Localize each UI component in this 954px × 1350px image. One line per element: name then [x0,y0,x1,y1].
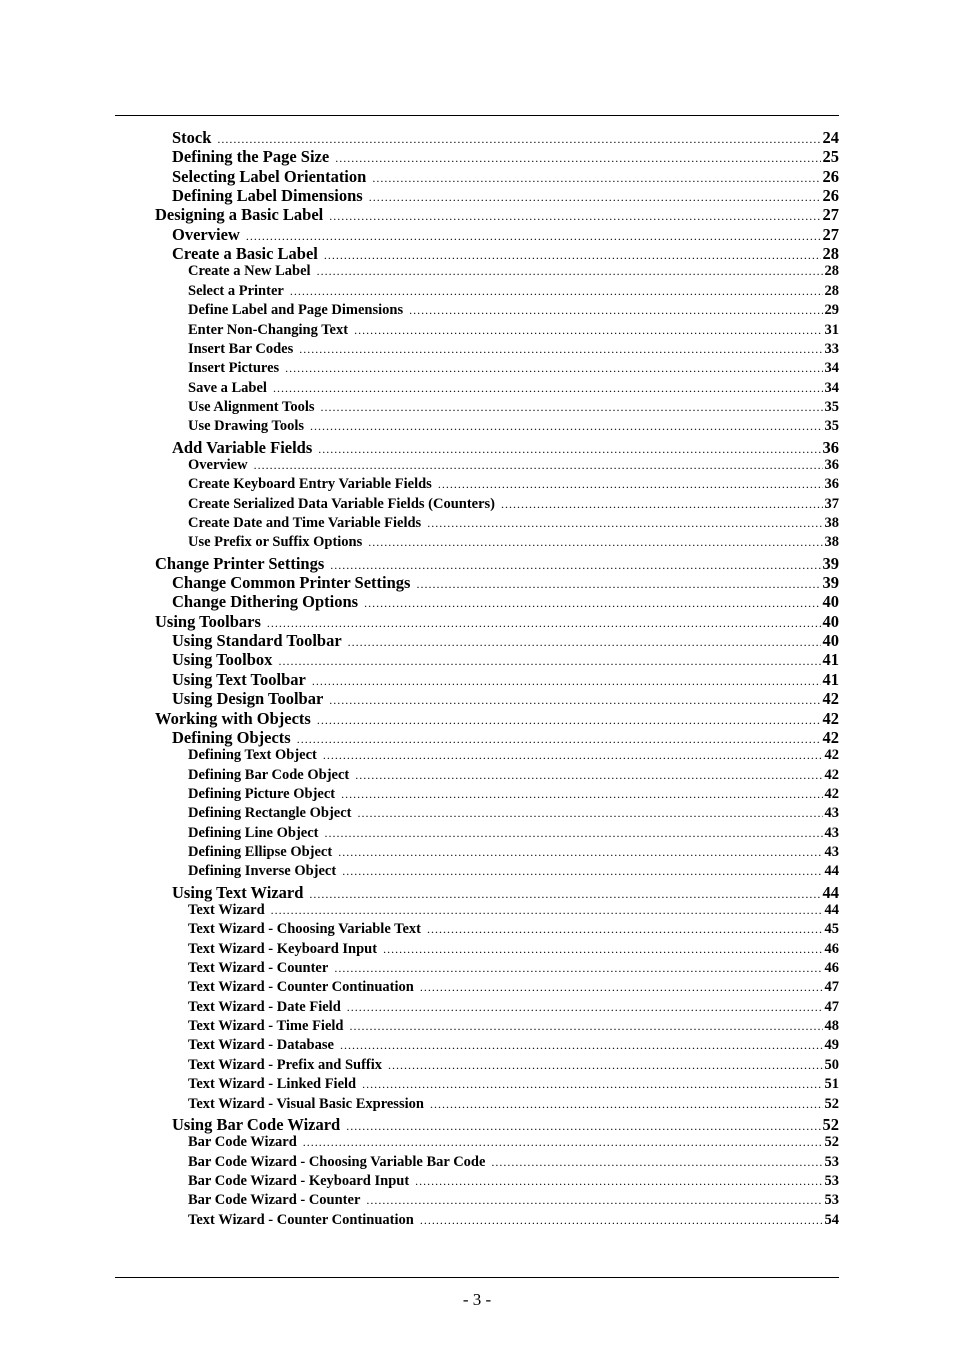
toc-dot-leader [349,1019,822,1034]
toc-entry[interactable] [155,554,839,574]
toc-dot-leader [329,209,820,224]
toc-entry[interactable] [188,1154,839,1171]
toc-entry-title: Create Keyboard Entry Variable Fields [188,476,432,493]
toc-entry-page: 38 [824,515,839,531]
toc-dot-leader [246,229,821,244]
toc-dot-leader [312,674,821,689]
toc-entry[interactable] [172,650,839,670]
toc-entry[interactable] [188,941,839,958]
toc-entry-page: 42 [822,689,839,709]
toc-entry[interactable] [188,476,839,493]
toc-entry-page: 49 [824,1037,839,1054]
toc-dot-leader [420,1213,823,1228]
toc-entry-page: 28 [824,263,839,280]
toc-dot-leader [348,635,821,650]
toc-entry-page: 35 [824,398,839,415]
toc-entry-page: 40 [822,631,839,651]
toc-entry-title: Overview [172,224,240,244]
toc-dot-leader [501,497,822,512]
toc-entry-title: Create Date and Time Variable Fields [188,515,422,531]
toc-entry-page: 52 [824,1134,839,1151]
toc-dot-leader [388,1058,822,1073]
toc-dot-leader [420,980,823,995]
toc-entry[interactable] [188,496,839,513]
toc-entry-page: 27 [822,205,839,225]
toc-entry[interactable] [172,883,839,903]
toc-entry[interactable] [188,825,839,842]
toc-entry[interactable] [188,999,839,1016]
toc-dot-leader [325,826,823,841]
toc-entry[interactable] [172,225,839,245]
toc-entry-page: 48 [824,1018,839,1035]
toc-entry-title: Defining Bar Code Object [188,766,350,783]
toc-entry-title: Using Text Toolbar [172,669,306,689]
toc-entry-title: Selecting Label Orientation [172,166,367,186]
toc-entry[interactable] [188,1173,839,1190]
toc-entry-title: Working with Objects [155,708,311,728]
toc-entry[interactable] [172,438,839,458]
toc-dot-leader [427,516,822,531]
toc-entry-title: Defining Text Object [188,747,317,764]
toc-entry-page: 42 [824,785,839,802]
toc-dot-leader [338,845,822,860]
toc-entry-title: Text Wizard - Time Field [188,1018,344,1035]
toc-dot-leader [278,654,820,669]
toc-entry-page: 43 [824,805,839,822]
toc-entry[interactable] [172,128,839,148]
toc-entry-title: Using Toolbox [172,650,273,670]
toc-entry[interactable] [188,960,839,977]
toc-entry[interactable] [188,418,839,435]
toc-dot-leader [364,596,820,611]
page-number: - 3 - [462,1290,492,1309]
toc-dot-leader [285,361,822,376]
toc-entry-title: Bar Code Wizard - Keyboard Input [188,1172,410,1189]
toc-entry-title: Use Drawing Tools [188,418,305,435]
toc-entry-page: 41 [822,650,839,670]
toc-entry-title: Text Wizard - Counter Continuation [188,1211,414,1228]
toc-entry-title: Text Wizard - Visual Basic Expression [188,1095,424,1112]
toc-entry-title: Text Wizard - Counter [188,960,329,977]
toc-dot-leader [297,732,821,747]
toc-entry[interactable] [188,341,839,358]
toc-entry[interactable] [188,805,839,822]
toc-entry-page: 47 [824,998,839,1015]
toc-entry-title: Text Wizard - Choosing Variable Text [188,921,421,938]
toc-entry-page: 28 [822,244,839,264]
toc-entry-page: 51 [824,1076,839,1093]
toc-dot-leader [409,303,822,318]
toc-entry-title: Save a Label [188,379,267,396]
toc-entry-title: Using Toolbars [155,611,261,631]
toc-dot-leader [383,942,822,957]
toc-entry-page: 47 [824,979,839,996]
toc-dot-leader [369,190,821,205]
toc-entry-page: 36 [822,437,839,457]
toc-entry[interactable] [188,1018,839,1035]
toc-entry-page: 36 [824,456,839,473]
toc-dot-leader [342,864,822,879]
toc-entry-title: Text Wizard - Counter Continuation [188,979,414,996]
toc-entry[interactable] [188,360,839,377]
toc-entry-page: 46 [824,960,839,977]
toc-entry-page: 25 [822,147,839,167]
toc-entry-title: Add Variable Fields [172,437,313,457]
toc-dot-leader [366,1193,822,1208]
toc-entry-title: Create a New Label [188,263,311,280]
toc-entry-page: 53 [824,1192,839,1209]
toc-dot-leader [438,477,823,492]
toc-entry[interactable] [188,380,839,397]
toc-entry[interactable] [188,399,839,416]
toc-entry-title: Create Serialized Data Variable Fields (Counters) [188,495,496,512]
toc-dot-leader [330,558,820,573]
toc-dot-leader [340,1038,823,1053]
toc-dot-leader [416,577,820,592]
toc-dot-leader [299,342,822,357]
toc-dot-leader [362,1077,822,1092]
toc-entry-title: Select a Printer [188,282,284,299]
toc-dot-leader [273,381,823,396]
toc-entry-title: Using Bar Code Wizard [172,1114,341,1134]
toc-entry[interactable] [188,979,839,996]
toc-entry-title: Defining Rectangle Object [188,805,352,822]
toc-entry[interactable] [172,244,839,264]
toc-entry[interactable] [188,1037,839,1054]
toc-entry[interactable] [188,263,839,280]
toc-entry-title: Use Alignment Tools [188,398,315,415]
toc-entry-page: 39 [822,553,839,573]
toc-dot-leader [323,748,823,763]
toc-dot-leader [334,961,822,976]
toc-entry-title: Designing a Basic Label [155,205,324,225]
toc-dot-leader [427,922,823,937]
toc-entry-page: 28 [824,282,839,299]
toc-entry[interactable] [188,1057,839,1074]
toc-entry-title: Defining Line Object [188,824,319,841]
toc-entry[interactable] [188,902,839,919]
toc-entry-title: Text Wizard - Prefix and Suffix [188,1056,383,1073]
toc-entry-page: 44 [822,882,839,902]
toc-entry[interactable] [188,1212,839,1229]
toc-entry[interactable] [172,167,839,187]
toc-entry-title: Defining Inverse Object [188,863,337,880]
toc-dot-leader [271,903,823,918]
toc-entry-page: 41 [822,669,839,689]
toc-entry-page: 53 [824,1172,839,1189]
toc-entry-page: 33 [824,340,839,357]
toc-entry-page: 27 [822,224,839,244]
toc-entry-page: 39 [822,573,839,593]
toc-entry-title: Defining Ellipse Object [188,843,333,860]
toc-entry-title: Bar Code Wizard - Counter [188,1192,361,1209]
toc-entry-title: Stock [172,128,212,147]
toc-entry[interactable] [188,844,839,861]
toc-entry[interactable] [188,534,839,551]
toc-entry[interactable] [188,747,839,764]
toc-dot-leader [358,806,823,821]
toc-entry-page: 31 [824,321,839,338]
toc-entry-title: Defining the Page Size [172,147,330,167]
toc-entry-page: 36 [824,476,839,493]
toc-dot-leader [321,400,823,415]
toc-entry-page: 42 [824,766,839,783]
toc-entry-title: Text Wizard - Database [188,1037,334,1054]
toc-entry-title: Define Label and Page Dimensions [188,302,404,319]
toc-entry[interactable] [188,1192,839,1209]
toc-dot-leader [372,171,820,186]
toc-entry-page: 53 [824,1153,839,1170]
toc-dot-leader [303,1135,823,1150]
toc-entry[interactable] [172,1115,839,1135]
toc-entry[interactable] [172,147,839,167]
toc-entry-title: Defining Label Dimensions [172,186,363,206]
footer-rule [115,1277,839,1278]
toc-entry-title: Text Wizard - Keyboard Input [188,940,378,957]
toc-dot-leader [324,248,821,263]
toc-entry-page: 54 [824,1211,839,1228]
toc-entry-page: 50 [824,1056,839,1073]
toc-entry-page: 40 [822,611,839,631]
toc-entry[interactable] [172,670,839,690]
toc-entry-page: 44 [824,902,839,918]
toc-entry-title: Change Common Printer Settings [172,573,411,593]
toc-entry-title: Bar Code Wizard - Choosing Variable Bar Code [188,1153,486,1170]
toc-dot-leader [346,1119,820,1134]
toc-entry-page: 26 [822,166,839,186]
toc-entry-page: 43 [824,843,839,860]
toc-entry-title: Using Design Toolbar [172,689,324,709]
toc-entry-title: Use Prefix or Suffix Options [188,534,363,551]
toc-entry[interactable] [188,283,839,300]
toc-dot-leader [354,323,822,338]
toc-dot-leader [491,1155,822,1170]
toc-dot-leader [318,442,820,457]
toc-dot-leader [341,787,822,802]
toc-entry[interactable] [188,1076,839,1093]
toc-dot-leader [415,1174,822,1189]
toc-entry[interactable] [188,302,839,319]
toc-entry-title: Text Wizard [188,902,265,918]
toc-entry-title: Change Printer Settings [155,553,325,573]
toc-entry[interactable] [188,786,839,803]
toc-entry-title: Using Text Wizard [172,882,304,902]
toc-entry-title: Insert Pictures [188,360,280,377]
toc-entry-title: Defining Objects [172,727,291,747]
toc-entry[interactable] [188,457,839,474]
toc-entry-title: Create a Basic Label [172,244,318,264]
toc-dot-leader [347,1000,823,1015]
toc-dot-leader [254,458,823,473]
toc-entry-page: 35 [824,418,839,435]
toc-dot-leader [430,1097,823,1112]
toc-entry[interactable] [172,186,839,206]
toc-entry-page: 44 [824,863,839,880]
toc-entry-page: 52 [822,1114,839,1134]
toc-entry-page: 45 [824,921,839,938]
toc-entry[interactable] [155,612,839,632]
toc-entry[interactable] [155,709,839,729]
toc-entry-title: Using Standard Toolbar [172,631,342,651]
toc-dot-leader [368,535,822,550]
toc-entry-title: Enter Non-Changing Text [188,321,349,338]
toc-dot-leader [317,713,821,728]
toc-entry-title: Text Wizard - Linked Field [188,1076,357,1093]
toc-entry-page: 46 [824,940,839,957]
toc-entry-page: 34 [824,360,839,377]
toc-dot-leader [217,132,820,147]
toc-entry[interactable] [188,863,839,880]
toc-entry-title: Bar Code Wizard [188,1134,297,1151]
toc-entry[interactable] [188,322,839,339]
toc-entry-page: 37 [824,495,839,512]
toc-dot-leader [267,616,821,631]
toc-entry-page: 24 [822,128,839,147]
toc-entry[interactable] [188,767,839,784]
toc-entry[interactable] [188,921,839,938]
toc-entry-page: 26 [822,186,839,206]
toc-entry-page: 34 [824,379,839,396]
toc-dot-leader [290,284,823,299]
toc-entry[interactable] [188,1134,839,1151]
toc-entry-page: 43 [824,824,839,841]
toc-entry[interactable] [172,728,839,748]
toc-entry[interactable] [172,631,839,651]
toc-entry-title: Overview [188,456,248,473]
toc-dot-leader [309,887,820,902]
toc-dot-leader [310,419,822,434]
toc-entry-title: Insert Bar Codes [188,340,294,357]
toc-entry[interactable] [172,592,839,612]
toc-entry-page: 42 [822,727,839,747]
toc-entry[interactable] [188,1096,839,1113]
toc-entry-page: 38 [824,534,839,551]
toc-entry-title: Defining Picture Object [188,785,336,802]
toc-entry-page: 52 [824,1095,839,1112]
toc-entry-page: 42 [822,708,839,728]
toc-entry-page: 29 [824,302,839,319]
toc-dot-leader [335,151,820,166]
toc-entry[interactable] [155,205,839,225]
toc-entry[interactable] [172,573,839,593]
toc-entry-title: Change Dithering Options [172,592,359,612]
toc-entry-page: 42 [824,747,839,764]
toc-dot-leader [329,693,820,708]
toc-entry-page: 40 [822,592,839,612]
toc-entry[interactable] [172,689,839,709]
toc-dot-leader [317,264,823,279]
toc-entry[interactable] [188,515,839,532]
toc-dot-leader [355,768,822,783]
toc-entry-title: Text Wizard - Date Field [188,998,341,1015]
